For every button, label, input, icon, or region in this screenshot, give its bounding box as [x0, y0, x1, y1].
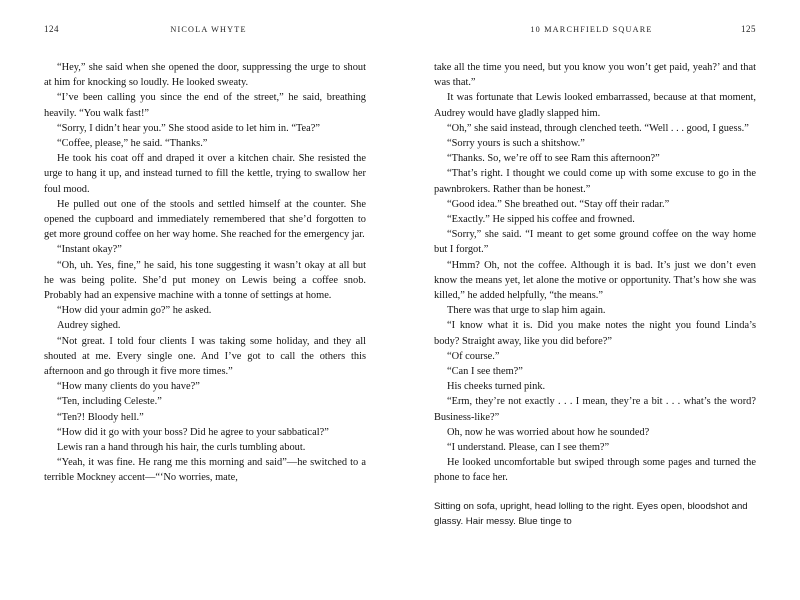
right-page-body: [434, 60, 756, 530]
paragraph: “Oh,” she said instead, through clenched teeth. “Well . . . good, I guess.”: [447, 122, 749, 134]
paragraph: “Ten, including Celeste.”: [57, 396, 162, 408]
paragraph: “I understand. Please, can I see them?”: [447, 442, 610, 454]
paragraph: He looked uncomfortable but swiped through some pages and turned the phone to face her.: [434, 457, 756, 484]
paragraph: “I’ve been calling you since the end of the street,” he said, breathing heavily. “You walk fast!”: [44, 92, 366, 119]
paragraph: “Instant okay?”: [57, 244, 122, 256]
paragraph: “Exactly.” He sipped his coffee and frowned.: [447, 214, 635, 226]
paragraph: take all the time you need, but you know you won’t get paid, yeah?’ and that was that.”: [434, 62, 756, 89]
paragraph: “Thanks. So, we’re off to see Ram this afternoon?”: [447, 153, 660, 165]
paragraph: He took his coat off and draped it over a kitchen chair. She resisted the urge to hang it up, and instead turned to fill the kettle, trying to swallow her foul mood.: [44, 153, 366, 195]
paragraph: It was fortunate that Lewis looked embarrassed, because at that moment, Audrey would have gladly slapped him.: [434, 92, 756, 119]
left-page-body: [44, 60, 366, 486]
notes-excerpt: Sitting on sofa, upright, head lolling to the right. Eyes open, bloodshot and glassy. Hair messy. Blue tinge to: [434, 500, 748, 528]
paragraph: Audrey sighed.: [57, 320, 121, 332]
paragraph: He pulled out one of the stools and settled himself at the counter. She opened the cupboard and immediately remembered that she’d forgotten to get more ground coffee on her way home. She reached for the emergency jar.: [44, 198, 366, 241]
running-head-right: [434, 24, 756, 40]
running-head-title-left: NICOLA WHYTE: [170, 25, 247, 34]
paragraph: His cheeks turned pink.: [447, 381, 546, 393]
paragraph: “Yeah, it was fine. He rang me this morning and said”—he switched to a terrible Mockney accent—“‘No worries, mate,: [44, 457, 366, 484]
running-head-left: [44, 24, 366, 40]
paragraph: “Sorry,” she said. “I meant to get some ground coffee on the way home but I forgot.”: [434, 229, 756, 256]
paragraph: “How many clients do you have?”: [57, 381, 200, 393]
paragraph: “Oh, uh. Yes, fine,” he said, his tone suggesting it wasn’t okay at all but he was being polite. She’d put money on Lewis being a coffee snob. Probably had an expensive machine with a tonne of settings at home.: [44, 259, 366, 302]
paragraph: “Of course.”: [447, 350, 500, 362]
paragraph: “Can I see them?”: [447, 366, 523, 378]
paragraph: “I know what it is. Did you make notes the night you found Linda’s body? Straight away, like you did before?”: [434, 320, 756, 347]
paragraph: “Good idea.” She breathed out. “Stay off their radar.”: [447, 198, 670, 210]
paragraph: Lewis ran a hand through his hair, the curls tumbling about.: [57, 442, 306, 454]
paragraph: There was that urge to slap him again.: [447, 305, 606, 317]
paragraph: “How did your admin go?” he asked.: [57, 305, 212, 317]
paragraph: “Erm, they’re not exactly . . . I mean, they’re a bit . . . what’s the word? Business-like?”: [434, 396, 756, 423]
page-number-right: 125: [741, 24, 756, 34]
paragraph: “That’s right. I thought we could come up with some excuse to go in the pawnbrokers. Rather than be honest.”: [434, 168, 756, 195]
right-page: [400, 0, 800, 600]
paragraph: “Sorry, I didn’t hear you.” She stood aside to let him in. “Tea?”: [57, 122, 321, 134]
paragraph: “Ten?! Bloody hell.”: [57, 411, 144, 423]
paragraph: Oh, now he was worried about how he sounded?: [447, 426, 650, 438]
paragraph: “How did it go with your boss? Did he agree to your sabbatical?”: [57, 426, 329, 438]
page-number-left: 124: [44, 24, 59, 34]
paragraph: “Hmm? Oh, not the coffee. Although it is bad. It’s just we don’t even know the means yet, let alone the motive or opportunity. That’s how she was killed,” he added helpfully, “the means.”: [434, 259, 756, 302]
paragraph: “Sorry yours is such a shitshow.”: [447, 138, 585, 150]
running-head-title-right: 10 MARCHFIELD SQUARE: [530, 25, 653, 34]
paragraph: “Coffee, please,” he said. “Thanks.”: [57, 138, 208, 150]
paragraph: “Not great. I told four clients I was taking some holiday, and they all shouted at me. Every single one. And I’ve got to call the others this afternoon and go through it five more times.”: [44, 335, 366, 378]
paragraph: “Hey,” she said when she opened the door, suppressing the urge to shout at him for knocking so loudly. He looked sweaty.: [44, 62, 366, 89]
